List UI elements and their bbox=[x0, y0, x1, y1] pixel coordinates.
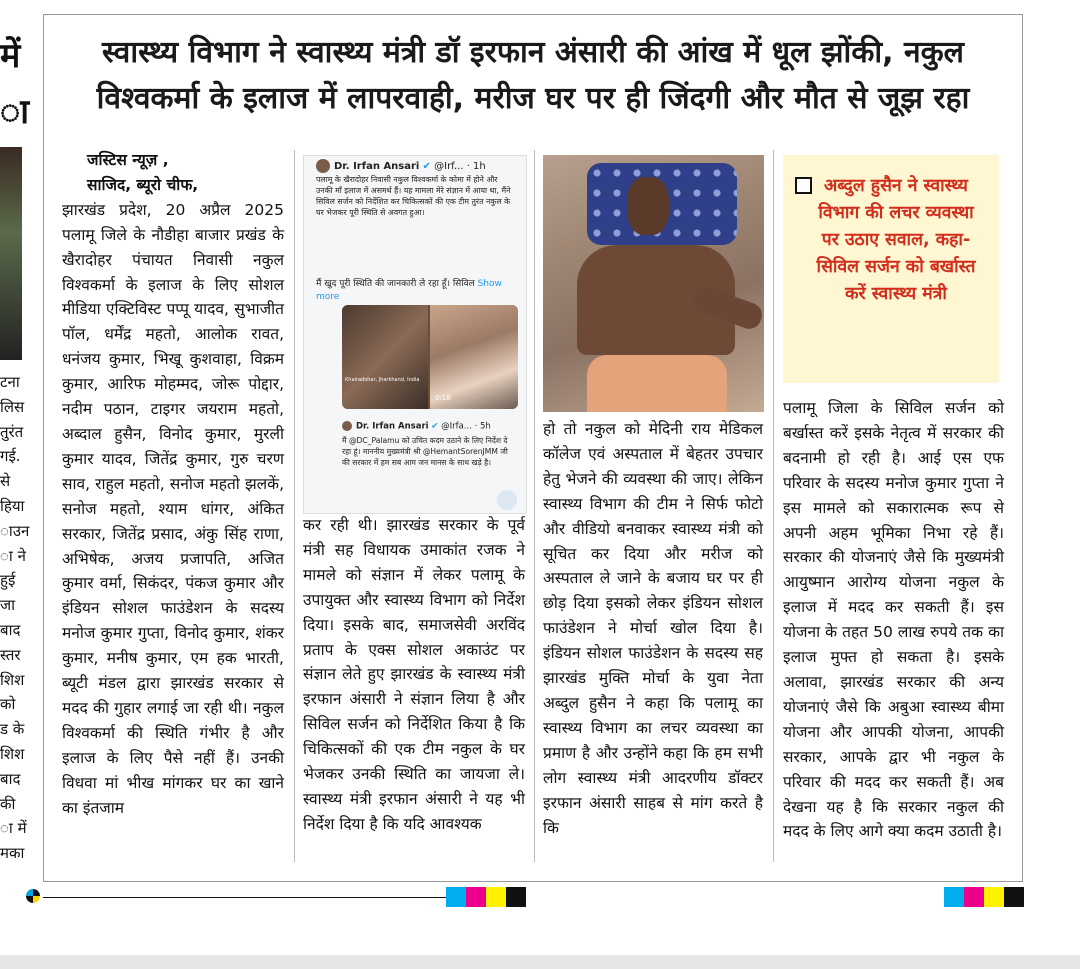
previous-text-line: हुई bbox=[0, 571, 16, 590]
reply-header: Dr. Irfan Ansari ✔ @Irfa... · 5h bbox=[342, 421, 491, 432]
previous-text-line: मका bbox=[0, 844, 25, 863]
reply-handle: @Irfa... · 5h bbox=[441, 421, 491, 432]
patient-face bbox=[627, 177, 669, 235]
previous-text-line: टना bbox=[0, 373, 20, 391]
video-thumbnail bbox=[342, 305, 428, 409]
registration-mark-icon bbox=[26, 889, 40, 903]
tweet-text: पलामू के खैरादोहर निवासी नकुल विश्वकर्मा के कोमा में होने और उनकी माँ इलाज में असमर्थ हैं। यह मामला मेरे संज्ञान में आया था, मैंने सिविल सर्जन को निर्देशित कर चिकित्सकों की एक टीम तुरंत नकुल के घर भेजकर पूरी स्थिति से अवगत हुआ। bbox=[316, 175, 511, 217]
headline-line-1: स्वास्थ्य विभाग ने स्वास्थ्य मंत्री डॉ इरफान अंसारी की आंख में धूल झोंकी, नकुल bbox=[101, 35, 965, 70]
cloth bbox=[587, 355, 727, 412]
tweet-header: Dr. Irfan Ansari ✔ @Irf... · 1h bbox=[316, 159, 486, 173]
avatar bbox=[316, 159, 330, 173]
previous-text-line: शिश bbox=[0, 670, 25, 689]
tweet-text-continued: मैं खुद पूरी स्थिति की जानकारी ले रहा हूँ। सिविल Show more bbox=[316, 279, 502, 302]
body-paragraph: झारखंड प्रदेश, 20 अप्रैल 2025 पलामू जिले के नौडीहा बाजार प्रखंड के खैरादोहर पंचायत निवासी नकुल विश्वकर्मा के इलाज के लिए सोशल मीडिया एक्टिविस्ट पप्पू यादव, सुभाजीत पॉल, धर्मेंद्र महतो, आलोक रावत, धनंजय कुमार, भिखू कुशवाहा, विक्रम कुमार, आरिफ मोहम्मद, जोरू पोद्दार, नदीम पठान, टाइगर जयराम महतो, अब्दाल हुसैन, विनोद कुमार, मुरली कुमार यादव, जितेंद्र कुमार, गुरु चरण साव, राहुल महतो, सनोज महतो झलकें, सनोज महतो, श्याम धांगर, अंकित सरकार, जितेंद्र प्रसाद, अंकु सिंह राणा, अभिषेक, अजय प्रजापति, अजित कुमार वर्मा, सिकंदर, पंकज कुमार और इंडियन सोशल फाउंडेशन के सदस्य मनोज कुमार गुप्ता, विनोद कुमार, शंकर कुमार, मनीष कुमार, एम हक भारती, ब्यूटी मंडल द्वारा झारखंड सरकार से मदद की गुहार लगाई जा रही थी। नकुल विश्वकर्मा की स्थिति गंभीर है और इलाज के लिए पैसे नहीं हैं। उनकी विधवा मां भीख मांगकर घर का खाने का इंतजाम bbox=[62, 200, 284, 817]
previous-text-line: बाद bbox=[0, 620, 21, 639]
tweet-handle: @Irf... bbox=[434, 161, 464, 172]
tweet-time: · 1h bbox=[466, 161, 486, 172]
body-paragraph: कर रही थी। झारखंड सरकार के पूर्व मंत्री सह विधायक उमाकांत रजक ने मामले को संज्ञान में लेकर पलामू के उपायुक्त और स्वास्थ्य विभाग को निर्देश दिया। इसके बाद, समाजसेवी अरविंद प्रताप के एक्स सोशल अकाउंट पर संज्ञान लेते हुए झारखंड के स्वास्थ्य मंत्री इरफान अंसारी ने संज्ञान लिया है और सिविल सर्जन को निर्देशित किया है कि चिकित्सकों की एक टीम नकुल के घर भेजकर उनकी स्थिति का जायजा ले। स्वास्थ्य मंत्री इरफान अंसारी ने यह भी निर्देश दिया है कि यदि आवश्यक bbox=[303, 516, 525, 833]
previous-text-line: गई. bbox=[0, 447, 21, 466]
headline bbox=[44, 30, 1022, 122]
magenta-swatch bbox=[466, 887, 486, 907]
avatar bbox=[342, 421, 352, 431]
pull-quote-text: अब्दुल हुसैन ने स्वास्थ्य विभाग की लचर व्यवस्था पर उठाए सवाल, कहा- सिविल सर्जन को बर्खास्त करें स्वास्थ्य मंत्री bbox=[816, 176, 976, 304]
previous-text-line: ा में bbox=[0, 819, 27, 838]
body-paragraph: पलामू जिला के सिविल सर्जन को बर्खास्त करें इसके नेतृत्व में सरकार की बदनामी हो रही है। आई एस एफ परिवार के सदस्य मनोज कुमार गुप्ता ने इस मामले को सकारात्मक रूप से अपनी अहम भूमिका निभा रहे हैं। सरकार की योजनाएं जैसे कि मुख्यमंत्री आयुष्मान आरोग्य योजना नकुल के इलाज में मदद कर सकती हैं। इस योजना के तहत 50 लाख रुपये तक का इलाज मुफ्त हो सकता है। इसके अलावा, झारखंड सरकार की अन्य योजनाएं जैसे कि अबुआ स्वास्थ्य बीमा योजना और आपकी योजना, आपकी सरकार, आपके द्वार भी नकुल के परिवार की मदद कर सकती हैं। अब देखना यह है कि सरकार नकुल की मदद के लिए आगे क्या कदम उठाती है। bbox=[783, 399, 1004, 841]
previous-text-line: जा bbox=[0, 596, 16, 615]
previous-text-line: शिश bbox=[0, 744, 25, 763]
column-1 bbox=[62, 148, 284, 820]
cyan-swatch bbox=[446, 887, 466, 907]
checkbox-icon bbox=[795, 177, 812, 194]
previous-text-line: तुरंत bbox=[0, 422, 24, 441]
previous-text-line: ड के bbox=[0, 720, 25, 739]
previous-text-line: स्तर bbox=[0, 645, 21, 664]
column-divider bbox=[534, 150, 535, 862]
column-2 bbox=[303, 513, 525, 837]
compose-icon bbox=[497, 490, 517, 510]
cyan-swatch bbox=[944, 887, 964, 907]
reply-text: मैं @DC_Palamu को उचित कदम उठाने के लिए निर्देश दे रहा हूं। माननीय मुख्यमंत्री श्री @HemantSorenJMM जी की सरकार में हम सब आम जन मानस के साथ खड़े है। bbox=[342, 436, 508, 467]
previous-text-line: लिस bbox=[0, 397, 25, 416]
column-3 bbox=[543, 417, 763, 840]
headline-line-2: विश्वकर्मा के इलाज में लापरवाही, मरीज घर पर ही जिंदगी और मौत से जूझ रहा bbox=[96, 81, 970, 116]
previous-text bbox=[0, 370, 29, 866]
show-more-link: Show more bbox=[316, 279, 502, 302]
body-paragraph: हो तो नकुल को मेदिनी राय मेडिकल कॉलेज एवं अस्पताल में बेहतर उपचार हेतु भेजने की व्यवस्था की जाए। लेकिन स्वास्थ्य विभाग की टीम ने सिर्फ फोटो और वीडियो बनवाकर स्वास्थ्य मंत्री को सूचित कर दिया और मरीज को अस्पताल ले जाने के बजाय घर पर ही छोड़ दिया इसको लेकर इंडियन सोशल फाउंडेशन ने मोर्चा खोल दिया है। इंडियन सोशल फाउंडेशन के सदस्य सह झारखंड मुक्ति मोर्चा के युवा नेता अब्दुल हुसैन ने कहा कि पलामू का स्वास्थ्य विभाग का लचर व्यवस्था का प्रमाण है और उन्होंने कहा कि हम सभी लोग स्वास्थ्य मंत्री आदरणीय डॉक्टर इरफान अंसारी साहब से मांग करते है कि bbox=[543, 420, 763, 837]
byline-author: साजिद, ब्यूरो चीफ, bbox=[87, 175, 199, 194]
video-location: Khairadohar, Jharkhand, India bbox=[345, 377, 420, 383]
color-swatch-strip bbox=[446, 887, 526, 907]
column-divider bbox=[294, 150, 295, 862]
yellow-swatch bbox=[486, 887, 506, 907]
black-swatch bbox=[506, 887, 526, 907]
previous-text-line: ाउन bbox=[0, 521, 30, 540]
previous-text-line: ा ने bbox=[0, 546, 26, 565]
previous-text-line: को bbox=[0, 695, 16, 714]
print-rule bbox=[43, 897, 461, 898]
previous-photo bbox=[0, 147, 22, 360]
patient-photo bbox=[543, 155, 764, 412]
pull-quote bbox=[783, 155, 999, 383]
verified-icon: ✔ bbox=[431, 421, 439, 432]
tweet-media bbox=[342, 305, 518, 409]
yellow-swatch bbox=[984, 887, 1004, 907]
previous-text-line: की bbox=[0, 794, 16, 813]
byline bbox=[62, 148, 284, 198]
previous-article-strip bbox=[0, 0, 40, 900]
page-edge bbox=[0, 955, 1080, 969]
magenta-swatch bbox=[964, 887, 984, 907]
column-divider bbox=[773, 150, 774, 862]
tweet-screenshot bbox=[303, 155, 527, 514]
previous-text-line: बाद bbox=[0, 769, 21, 788]
color-swatch-strip bbox=[944, 887, 1024, 907]
black-swatch bbox=[1004, 887, 1024, 907]
video-duration: 0:18 bbox=[435, 394, 451, 402]
verified-icon: ✔ bbox=[422, 161, 431, 172]
previous-headline: में ा bbox=[0, 36, 30, 132]
previous-text-line: से bbox=[0, 472, 11, 491]
byline-source: जस्टिस न्यूज़ , bbox=[87, 151, 169, 169]
previous-text-line: हिया bbox=[0, 496, 25, 515]
column-4 bbox=[783, 396, 1004, 844]
